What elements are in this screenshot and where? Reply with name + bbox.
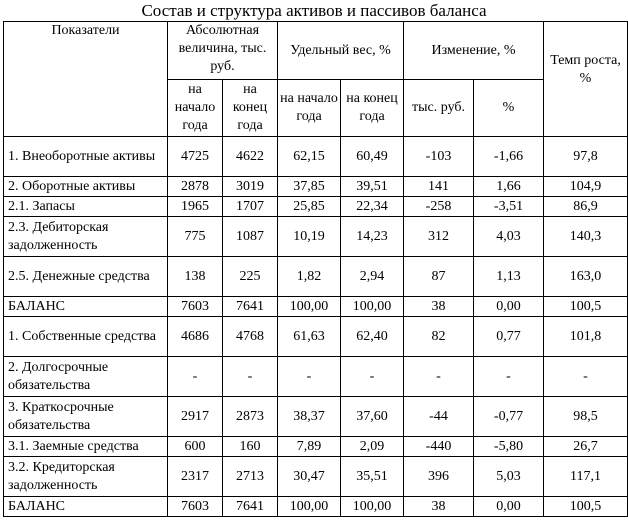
row-label: 2.5. Денежные средства	[4, 257, 168, 297]
table-row	[4, 297, 628, 317]
header-share-start: на начало года	[278, 80, 341, 137]
cell-growth: 100,5	[544, 497, 628, 517]
cell-change-abs: 38	[404, 497, 474, 517]
cell-share-end: 22,34	[341, 197, 404, 217]
cell-abs-end: 3019	[223, 177, 278, 197]
cell-change-pct: -3,51	[474, 197, 544, 217]
cell-share-start: 1,82	[278, 257, 341, 297]
cell-abs-start: 7603	[168, 297, 223, 317]
cell-change-abs: -440	[404, 437, 474, 457]
cell-growth: 101,8	[544, 317, 628, 357]
cell-abs-start: 4686	[168, 317, 223, 357]
row-label: 3. Краткосрочные обязательства	[4, 397, 168, 437]
table-row	[4, 457, 628, 497]
cell-share-start: 10,19	[278, 217, 341, 257]
cell-growth: 97,8	[544, 137, 628, 177]
cell-change-pct: 1,66	[474, 177, 544, 197]
row-label: 2. Долгосрочные обязательства	[4, 357, 168, 397]
cell-share-end: -	[341, 357, 404, 397]
cell-change-abs: 396	[404, 457, 474, 497]
cell-share-end: 2,09	[341, 437, 404, 457]
cell-change-pct: 4,03	[474, 217, 544, 257]
header-absolute: Абсолютная величина, тыс. руб.	[168, 22, 278, 80]
cell-change-pct: 0,77	[474, 317, 544, 357]
cell-abs-start: 2917	[168, 397, 223, 437]
header-change-abs: тыс. руб.	[404, 80, 474, 137]
cell-change-abs: 87	[404, 257, 474, 297]
cell-abs-start: 2878	[168, 177, 223, 197]
table-row	[4, 317, 628, 357]
table-title: Состав и структура активов и пассивов баланса	[141, 1, 487, 20]
cell-share-start: 7,89	[278, 437, 341, 457]
cell-share-end: 100,00	[341, 497, 404, 517]
cell-share-start: 30,47	[278, 457, 341, 497]
cell-abs-start: 7603	[168, 497, 223, 517]
cell-change-abs: -258	[404, 197, 474, 217]
cell-share-end: 37,60	[341, 397, 404, 437]
cell-growth: 117,1	[544, 457, 628, 497]
cell-abs-end: 160	[223, 437, 278, 457]
cell-abs-start: 138	[168, 257, 223, 297]
row-label: 3.1. Заемные средства	[4, 437, 168, 457]
row-label: 2. Оборотные активы	[4, 177, 168, 197]
row-label: БАЛАНС	[4, 297, 168, 317]
cell-change-abs: -44	[404, 397, 474, 437]
cell-share-start: 100,00	[278, 297, 341, 317]
cell-abs-end: 1707	[223, 197, 278, 217]
cell-growth: 86,9	[544, 197, 628, 217]
cell-abs-start: -	[168, 357, 223, 397]
cell-change-pct: 0,00	[474, 497, 544, 517]
cell-share-start: 100,00	[278, 497, 341, 517]
cell-growth: 26,7	[544, 437, 628, 457]
header-change: Изменение, %	[404, 22, 544, 80]
cell-abs-end: 7641	[223, 497, 278, 517]
cell-change-pct: 1,13	[474, 257, 544, 297]
row-label: 1. Собственные средства	[4, 317, 168, 357]
cell-share-start: 25,85	[278, 197, 341, 217]
cell-abs-start: 4725	[168, 137, 223, 177]
header-share-end: на конец года	[341, 80, 404, 137]
cell-change-abs: 82	[404, 317, 474, 357]
cell-change-abs: 38	[404, 297, 474, 317]
row-label: БАЛАНС	[4, 497, 168, 517]
cell-abs-end: 225	[223, 257, 278, 297]
cell-change-pct: -1,66	[474, 137, 544, 177]
table-row	[4, 197, 628, 217]
cell-change-pct: 5,03	[474, 457, 544, 497]
table-row	[4, 137, 628, 177]
cell-abs-end: -	[223, 357, 278, 397]
table-row	[4, 177, 628, 197]
cell-abs-end: 7641	[223, 297, 278, 317]
table-row	[4, 257, 628, 297]
cell-growth: 100,5	[544, 297, 628, 317]
cell-share-end: 100,00	[341, 297, 404, 317]
cell-abs-start: 2317	[168, 457, 223, 497]
cell-share-start: 61,63	[278, 317, 341, 357]
table-row	[4, 437, 628, 457]
cell-abs-start: 1965	[168, 197, 223, 217]
cell-share-start: 62,15	[278, 137, 341, 177]
cell-abs-end: 1087	[223, 217, 278, 257]
cell-abs-start: 600	[168, 437, 223, 457]
row-label: 2.3. Дебиторская задолженность	[4, 217, 168, 257]
cell-change-abs: -103	[404, 137, 474, 177]
header-indicators: Показатели	[4, 22, 168, 137]
cell-abs-end: 4622	[223, 137, 278, 177]
cell-change-abs: -	[404, 357, 474, 397]
cell-abs-end: 2873	[223, 397, 278, 437]
cell-growth: 140,3	[544, 217, 628, 257]
table-row	[4, 497, 628, 517]
cell-share-start: 37,85	[278, 177, 341, 197]
cell-share-end: 62,40	[341, 317, 404, 357]
cell-change-pct: 0,00	[474, 297, 544, 317]
cell-share-end: 2,94	[341, 257, 404, 297]
row-label: 3.2. Кредиторская задолженность	[4, 457, 168, 497]
cell-share-start: 38,37	[278, 397, 341, 437]
cell-abs-end: 2713	[223, 457, 278, 497]
header-growth: Темп роста, %	[544, 22, 628, 137]
header-share: Удельный вес, %	[278, 22, 404, 80]
cell-share-end: 39,51	[341, 177, 404, 197]
table-row	[4, 357, 628, 397]
cell-share-end: 14,23	[341, 217, 404, 257]
cell-change-pct: -	[474, 357, 544, 397]
header-abs-end: на конец года	[223, 80, 278, 137]
cell-abs-end: 4768	[223, 317, 278, 357]
row-label: 1. Внеоборотные активы	[4, 137, 168, 177]
cell-change-pct: -0,77	[474, 397, 544, 437]
cell-growth: 98,5	[544, 397, 628, 437]
header-change-pct: %	[474, 80, 544, 137]
table-row	[4, 397, 628, 437]
cell-share-start: -	[278, 357, 341, 397]
cell-growth: 163,0	[544, 257, 628, 297]
header-abs-start: на начало года	[168, 80, 223, 137]
cell-share-end: 35,51	[341, 457, 404, 497]
table-row	[4, 217, 628, 257]
cell-abs-start: 775	[168, 217, 223, 257]
row-label: 2.1. Запасы	[4, 197, 168, 217]
cell-growth: 104,9	[544, 177, 628, 197]
cell-share-end: 60,49	[341, 137, 404, 177]
cell-growth: -	[544, 357, 628, 397]
cell-change-pct: -5,80	[474, 437, 544, 457]
cell-change-abs: 312	[404, 217, 474, 257]
cell-change-abs: 141	[404, 177, 474, 197]
balance-table	[3, 21, 628, 517]
